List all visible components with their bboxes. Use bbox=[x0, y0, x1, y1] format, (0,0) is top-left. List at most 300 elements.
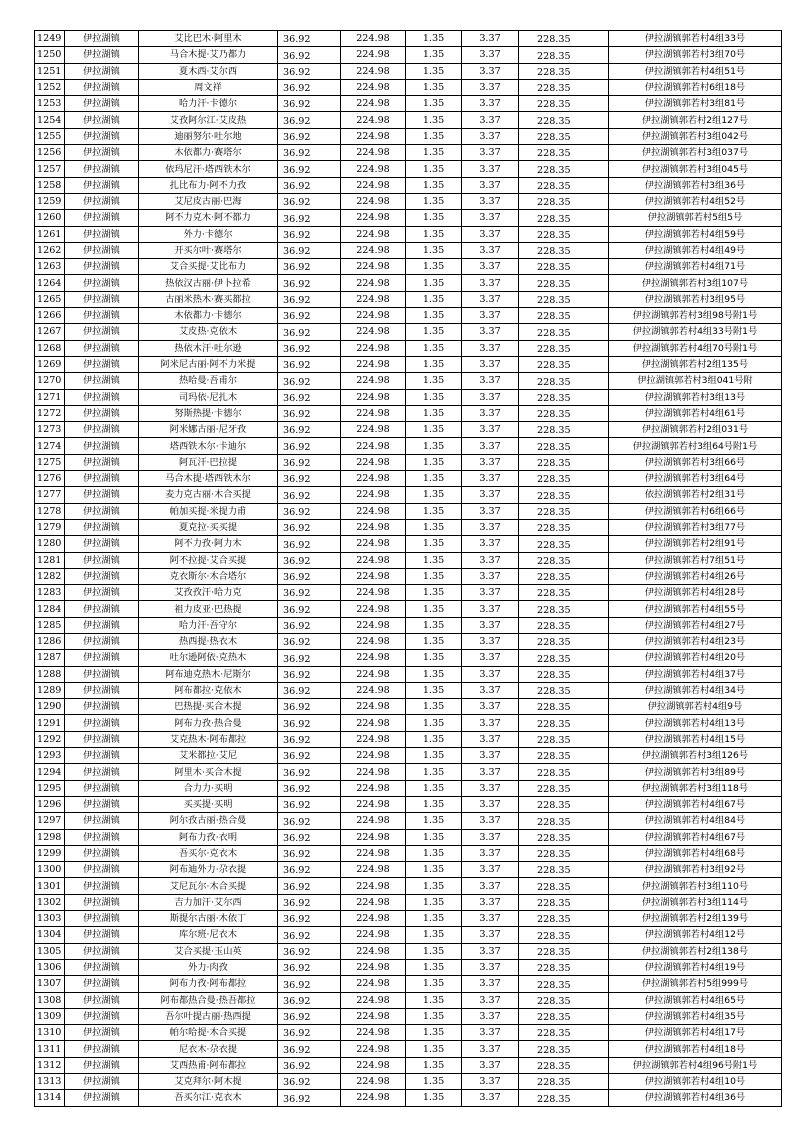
name-cell: 吐尔逊阿依·克热木 bbox=[139, 650, 278, 666]
town-cell: 伊拉湖镇 bbox=[65, 356, 139, 372]
name-cell: 库尔班·尼衣木 bbox=[139, 927, 278, 943]
address-cell: 伊拉湖镇郭若村4组27号 bbox=[609, 617, 782, 633]
address-cell: 伊拉湖镇郭若村4组26号 bbox=[609, 568, 782, 584]
value-cell-3: 1.35 bbox=[406, 715, 462, 731]
town-cell: 伊拉湖镇 bbox=[65, 1057, 139, 1073]
value-cell-1: 36.92 bbox=[278, 161, 341, 177]
row-number: 1308 bbox=[35, 992, 65, 1008]
value-cell-3: 1.35 bbox=[406, 601, 462, 617]
address-cell: 伊拉湖镇郭若村3组64号附1号 bbox=[609, 438, 782, 454]
value-cell-3: 1.35 bbox=[406, 454, 462, 470]
value-cell-3: 1.35 bbox=[406, 79, 462, 95]
value-cell-2: 224.98 bbox=[341, 128, 406, 144]
value-cell-4: 3.37 bbox=[462, 911, 519, 927]
value-cell-5: 228.35 bbox=[519, 617, 609, 633]
address-cell: 伊拉湖镇郭若村4组70号附1号 bbox=[609, 340, 782, 356]
name-cell: 艾克拜尔·阿木提 bbox=[139, 1074, 278, 1090]
value-cell-2: 224.98 bbox=[341, 682, 406, 698]
name-cell: 阿不拉提·艾合买提 bbox=[139, 552, 278, 568]
row-number: 1276 bbox=[35, 471, 65, 487]
table-row bbox=[35, 389, 782, 405]
table-row bbox=[35, 454, 782, 470]
address-cell: 伊拉湖镇郭若村4组15号 bbox=[609, 731, 782, 747]
address-cell: 伊拉湖镇郭若村4组68号 bbox=[609, 845, 782, 861]
value-cell-1: 36.92 bbox=[278, 356, 341, 372]
town-cell: 伊拉湖镇 bbox=[65, 796, 139, 812]
address-cell: 伊拉湖镇郭若村3组045号 bbox=[609, 161, 782, 177]
row-number: 1283 bbox=[35, 585, 65, 601]
table-row bbox=[35, 96, 782, 112]
value-cell-3: 1.35 bbox=[406, 845, 462, 861]
address-cell: 伊拉湖镇郭若村3组126号 bbox=[609, 748, 782, 764]
value-cell-1: 36.92 bbox=[278, 1025, 341, 1041]
address-cell: 伊拉湖镇郭若村4组59号 bbox=[609, 226, 782, 242]
value-cell-3: 1.35 bbox=[406, 699, 462, 715]
value-cell-1: 36.92 bbox=[278, 259, 341, 275]
address-cell: 伊拉湖镇郭若村4组10号 bbox=[609, 1074, 782, 1090]
table-row bbox=[35, 112, 782, 128]
table-row bbox=[35, 210, 782, 226]
table-row bbox=[35, 568, 782, 584]
town-cell: 伊拉湖镇 bbox=[65, 405, 139, 421]
table-row bbox=[35, 1025, 782, 1041]
value-cell-5: 228.35 bbox=[519, 259, 609, 275]
name-cell: 迪丽努尔·吐尔地 bbox=[139, 128, 278, 144]
row-number: 1254 bbox=[35, 112, 65, 128]
address-cell: 伊拉湖镇郭若村3组64号 bbox=[609, 471, 782, 487]
town-cell: 伊拉湖镇 bbox=[65, 666, 139, 682]
row-number: 1271 bbox=[35, 389, 65, 405]
value-cell-3: 1.35 bbox=[406, 894, 462, 910]
value-cell-3: 1.35 bbox=[406, 927, 462, 943]
value-cell-2: 224.98 bbox=[341, 666, 406, 682]
value-cell-2: 224.98 bbox=[341, 585, 406, 601]
address-cell: 伊拉湖镇郭若村3组36号 bbox=[609, 177, 782, 193]
value-cell-4: 3.37 bbox=[462, 96, 519, 112]
value-cell-4: 3.37 bbox=[462, 128, 519, 144]
value-cell-1: 36.92 bbox=[278, 633, 341, 649]
town-cell: 伊拉湖镇 bbox=[65, 96, 139, 112]
value-cell-4: 3.37 bbox=[462, 226, 519, 242]
value-cell-5: 228.35 bbox=[519, 764, 609, 780]
town-cell: 伊拉湖镇 bbox=[65, 862, 139, 878]
address-cell: 伊拉湖镇郭若村5组5号 bbox=[609, 210, 782, 226]
value-cell-1: 36.92 bbox=[278, 796, 341, 812]
address-cell: 伊拉湖镇郭若村4组33号 bbox=[609, 31, 782, 47]
town-cell: 伊拉湖镇 bbox=[65, 943, 139, 959]
value-cell-5: 228.35 bbox=[519, 519, 609, 535]
value-cell-1: 36.92 bbox=[278, 471, 341, 487]
name-cell: 热依木汗·吐尔逊 bbox=[139, 340, 278, 356]
value-cell-2: 224.98 bbox=[341, 112, 406, 128]
address-cell: 伊拉湖镇郭若村3组037号 bbox=[609, 145, 782, 161]
table-row bbox=[35, 764, 782, 780]
value-cell-1: 36.92 bbox=[278, 291, 341, 307]
value-cell-4: 3.37 bbox=[462, 764, 519, 780]
value-cell-1: 36.92 bbox=[278, 519, 341, 535]
value-cell-4: 3.37 bbox=[462, 438, 519, 454]
address-cell: 伊拉湖镇郭若村7组51号 bbox=[609, 552, 782, 568]
value-cell-5: 228.35 bbox=[519, 862, 609, 878]
value-cell-3: 1.35 bbox=[406, 764, 462, 780]
table-row bbox=[35, 242, 782, 258]
row-number: 1268 bbox=[35, 340, 65, 356]
value-cell-3: 1.35 bbox=[406, 177, 462, 193]
table-row bbox=[35, 552, 782, 568]
value-cell-2: 224.98 bbox=[341, 845, 406, 861]
value-cell-3: 1.35 bbox=[406, 145, 462, 161]
table-row bbox=[35, 177, 782, 193]
town-cell: 伊拉湖镇 bbox=[65, 324, 139, 340]
value-cell-3: 1.35 bbox=[406, 1025, 462, 1041]
town-cell: 伊拉湖镇 bbox=[65, 389, 139, 405]
town-cell: 伊拉湖镇 bbox=[65, 487, 139, 503]
value-cell-2: 224.98 bbox=[341, 63, 406, 79]
value-cell-3: 1.35 bbox=[406, 242, 462, 258]
address-cell: 伊拉湖镇郭若村3组89号 bbox=[609, 764, 782, 780]
table-row bbox=[35, 1074, 782, 1090]
value-cell-2: 224.98 bbox=[341, 373, 406, 389]
table-row bbox=[35, 601, 782, 617]
value-cell-4: 3.37 bbox=[462, 519, 519, 535]
value-cell-3: 1.35 bbox=[406, 780, 462, 796]
name-cell: 周文祥 bbox=[139, 79, 278, 95]
value-cell-1: 36.92 bbox=[278, 617, 341, 633]
value-cell-4: 3.37 bbox=[462, 193, 519, 209]
value-cell-2: 224.98 bbox=[341, 943, 406, 959]
value-cell-5: 228.35 bbox=[519, 633, 609, 649]
value-cell-5: 228.35 bbox=[519, 568, 609, 584]
value-cell-5: 228.35 bbox=[519, 992, 609, 1008]
value-cell-5: 228.35 bbox=[519, 291, 609, 307]
value-cell-3: 1.35 bbox=[406, 63, 462, 79]
value-cell-4: 3.37 bbox=[462, 715, 519, 731]
value-cell-1: 36.92 bbox=[278, 601, 341, 617]
value-cell-5: 228.35 bbox=[519, 275, 609, 291]
value-cell-1: 36.92 bbox=[278, 47, 341, 63]
table-row bbox=[35, 748, 782, 764]
town-cell: 伊拉湖镇 bbox=[65, 340, 139, 356]
name-cell: 热哈曼·吾甫尔 bbox=[139, 373, 278, 389]
table-row bbox=[35, 780, 782, 796]
value-cell-5: 228.35 bbox=[519, 780, 609, 796]
value-cell-5: 228.35 bbox=[519, 715, 609, 731]
value-cell-4: 3.37 bbox=[462, 813, 519, 829]
town-cell: 伊拉湖镇 bbox=[65, 715, 139, 731]
value-cell-3: 1.35 bbox=[406, 1041, 462, 1057]
value-cell-1: 36.92 bbox=[278, 63, 341, 79]
table-row bbox=[35, 128, 782, 144]
value-cell-3: 1.35 bbox=[406, 731, 462, 747]
address-cell: 伊拉湖镇郭若村6组18号 bbox=[609, 79, 782, 95]
town-cell: 伊拉湖镇 bbox=[65, 894, 139, 910]
row-number: 1252 bbox=[35, 79, 65, 95]
row-number: 1257 bbox=[35, 161, 65, 177]
name-cell: 吾尔叶提古丽·热西提 bbox=[139, 1008, 278, 1024]
value-cell-3: 1.35 bbox=[406, 1090, 462, 1106]
value-cell-5: 228.35 bbox=[519, 943, 609, 959]
name-cell: 艾孜孜汗·哈力克 bbox=[139, 585, 278, 601]
value-cell-4: 3.37 bbox=[462, 422, 519, 438]
town-cell: 伊拉湖镇 bbox=[65, 1041, 139, 1057]
town-cell: 伊拉湖镇 bbox=[65, 878, 139, 894]
address-cell: 伊拉湖镇郭若村4组37号 bbox=[609, 666, 782, 682]
value-cell-5: 228.35 bbox=[519, 471, 609, 487]
row-number: 1296 bbox=[35, 796, 65, 812]
value-cell-4: 3.37 bbox=[462, 1041, 519, 1057]
value-cell-4: 3.37 bbox=[462, 1090, 519, 1106]
name-cell: 艾西热甫·阿布都拉 bbox=[139, 1057, 278, 1073]
value-cell-2: 224.98 bbox=[341, 1057, 406, 1073]
address-cell: 伊拉湖镇郭若村4组35号 bbox=[609, 1008, 782, 1024]
name-cell: 夏木西·艾尔西 bbox=[139, 63, 278, 79]
row-number: 1275 bbox=[35, 454, 65, 470]
table-row bbox=[35, 373, 782, 389]
name-cell: 麦力克古丽·木合买提 bbox=[139, 487, 278, 503]
value-cell-4: 3.37 bbox=[462, 177, 519, 193]
row-number: 1300 bbox=[35, 862, 65, 878]
row-number: 1262 bbox=[35, 242, 65, 258]
row-number: 1309 bbox=[35, 1008, 65, 1024]
town-cell: 伊拉湖镇 bbox=[65, 275, 139, 291]
value-cell-1: 36.92 bbox=[278, 536, 341, 552]
row-number: 1299 bbox=[35, 845, 65, 861]
name-cell: 塔西铁木尔·卡迪尔 bbox=[139, 438, 278, 454]
value-cell-1: 36.92 bbox=[278, 405, 341, 421]
row-number: 1281 bbox=[35, 552, 65, 568]
value-cell-4: 3.37 bbox=[462, 601, 519, 617]
row-number: 1302 bbox=[35, 894, 65, 910]
address-cell: 伊拉湖镇郭若村3组92号 bbox=[609, 862, 782, 878]
subsidy-table bbox=[34, 30, 782, 1107]
value-cell-2: 224.98 bbox=[341, 796, 406, 812]
table-row bbox=[35, 519, 782, 535]
value-cell-1: 36.92 bbox=[278, 682, 341, 698]
value-cell-2: 224.98 bbox=[341, 454, 406, 470]
value-cell-1: 36.92 bbox=[278, 96, 341, 112]
address-cell: 伊拉湖镇郭若村4组18号 bbox=[609, 1041, 782, 1057]
table-row bbox=[35, 682, 782, 698]
value-cell-5: 228.35 bbox=[519, 356, 609, 372]
address-cell: 伊拉湖镇郭若村6组66号 bbox=[609, 503, 782, 519]
address-cell: 伊拉湖镇郭若村2组135号 bbox=[609, 356, 782, 372]
value-cell-2: 224.98 bbox=[341, 1025, 406, 1041]
name-cell: 阿米尼古丽·阿不力米提 bbox=[139, 356, 278, 372]
row-number: 1250 bbox=[35, 47, 65, 63]
table-row bbox=[35, 1041, 782, 1057]
value-cell-3: 1.35 bbox=[406, 487, 462, 503]
row-number: 1270 bbox=[35, 373, 65, 389]
value-cell-1: 36.92 bbox=[278, 1057, 341, 1073]
table-row bbox=[35, 1008, 782, 1024]
name-cell: 马合木提·艾乃都力 bbox=[139, 47, 278, 63]
town-cell: 伊拉湖镇 bbox=[65, 1074, 139, 1090]
table-row bbox=[35, 226, 782, 242]
value-cell-3: 1.35 bbox=[406, 471, 462, 487]
row-number: 1293 bbox=[35, 748, 65, 764]
value-cell-4: 3.37 bbox=[462, 633, 519, 649]
value-cell-5: 228.35 bbox=[519, 31, 609, 47]
value-cell-2: 224.98 bbox=[341, 715, 406, 731]
value-cell-5: 228.35 bbox=[519, 177, 609, 193]
value-cell-4: 3.37 bbox=[462, 617, 519, 633]
value-cell-1: 36.92 bbox=[278, 422, 341, 438]
table-row bbox=[35, 536, 782, 552]
value-cell-5: 228.35 bbox=[519, 373, 609, 389]
table-row bbox=[35, 356, 782, 372]
value-cell-4: 3.37 bbox=[462, 308, 519, 324]
value-cell-4: 3.37 bbox=[462, 471, 519, 487]
address-cell: 伊拉湖镇郭若村4组51号 bbox=[609, 63, 782, 79]
table-row bbox=[35, 878, 782, 894]
value-cell-4: 3.37 bbox=[462, 1008, 519, 1024]
row-number: 1267 bbox=[35, 324, 65, 340]
value-cell-1: 36.92 bbox=[278, 373, 341, 389]
value-cell-4: 3.37 bbox=[462, 927, 519, 943]
name-cell: 木依都力·卡德尔 bbox=[139, 308, 278, 324]
value-cell-4: 3.37 bbox=[462, 699, 519, 715]
row-number: 1260 bbox=[35, 210, 65, 226]
value-cell-1: 36.92 bbox=[278, 487, 341, 503]
value-cell-1: 36.92 bbox=[278, 878, 341, 894]
value-cell-3: 1.35 bbox=[406, 1057, 462, 1073]
town-cell: 伊拉湖镇 bbox=[65, 699, 139, 715]
address-cell: 伊拉湖镇郭若村4组96号附1号 bbox=[609, 1057, 782, 1073]
value-cell-5: 228.35 bbox=[519, 487, 609, 503]
town-cell: 伊拉湖镇 bbox=[65, 976, 139, 992]
value-cell-1: 36.92 bbox=[278, 389, 341, 405]
name-cell: 努斯热提·卡德尔 bbox=[139, 405, 278, 421]
value-cell-3: 1.35 bbox=[406, 389, 462, 405]
value-cell-3: 1.35 bbox=[406, 878, 462, 894]
row-number: 1259 bbox=[35, 193, 65, 209]
name-cell: 阿布力孜·阿布都拉 bbox=[139, 976, 278, 992]
name-cell: 艾皮热·克依木 bbox=[139, 324, 278, 340]
value-cell-2: 224.98 bbox=[341, 79, 406, 95]
name-cell: 阿尔孜古丽·热合曼 bbox=[139, 813, 278, 829]
value-cell-5: 228.35 bbox=[519, 340, 609, 356]
town-cell: 伊拉湖镇 bbox=[65, 601, 139, 617]
value-cell-2: 224.98 bbox=[341, 633, 406, 649]
row-number: 1307 bbox=[35, 976, 65, 992]
value-cell-2: 224.98 bbox=[341, 927, 406, 943]
value-cell-2: 224.98 bbox=[341, 210, 406, 226]
value-cell-1: 36.92 bbox=[278, 112, 341, 128]
row-number: 1294 bbox=[35, 764, 65, 780]
value-cell-2: 224.98 bbox=[341, 275, 406, 291]
row-number: 1306 bbox=[35, 959, 65, 975]
name-cell: 木依都力·赛塔尔 bbox=[139, 145, 278, 161]
value-cell-1: 36.92 bbox=[278, 145, 341, 161]
name-cell: 依玛尼汗·塔西铁木尔 bbox=[139, 161, 278, 177]
value-cell-5: 228.35 bbox=[519, 1025, 609, 1041]
table-row bbox=[35, 796, 782, 812]
value-cell-5: 228.35 bbox=[519, 731, 609, 747]
value-cell-2: 224.98 bbox=[341, 324, 406, 340]
name-cell: 吾买尔·克衣木 bbox=[139, 845, 278, 861]
row-number: 1314 bbox=[35, 1090, 65, 1106]
value-cell-4: 3.37 bbox=[462, 63, 519, 79]
value-cell-2: 224.98 bbox=[341, 226, 406, 242]
value-cell-1: 36.92 bbox=[278, 177, 341, 193]
value-cell-4: 3.37 bbox=[462, 373, 519, 389]
value-cell-5: 228.35 bbox=[519, 682, 609, 698]
name-cell: 阿里木·买合木提 bbox=[139, 764, 278, 780]
table-row bbox=[35, 291, 782, 307]
value-cell-3: 1.35 bbox=[406, 682, 462, 698]
value-cell-5: 228.35 bbox=[519, 959, 609, 975]
name-cell: 阿布都拉·克依木 bbox=[139, 682, 278, 698]
town-cell: 伊拉湖镇 bbox=[65, 764, 139, 780]
row-number: 1295 bbox=[35, 780, 65, 796]
name-cell: 帕加买提·米提力甫 bbox=[139, 503, 278, 519]
value-cell-1: 36.92 bbox=[278, 748, 341, 764]
value-cell-2: 224.98 bbox=[341, 1090, 406, 1106]
name-cell: 哈力汗·吾守尔 bbox=[139, 617, 278, 633]
name-cell: 阿布力孜·衣明 bbox=[139, 829, 278, 845]
table-row bbox=[35, 340, 782, 356]
value-cell-2: 224.98 bbox=[341, 1041, 406, 1057]
name-cell: 阿瓦汗·巴拉提 bbox=[139, 454, 278, 470]
name-cell: 热依汉古丽·伊卜拉希 bbox=[139, 275, 278, 291]
town-cell: 伊拉湖镇 bbox=[65, 845, 139, 861]
value-cell-1: 36.92 bbox=[278, 992, 341, 1008]
table-row bbox=[35, 650, 782, 666]
address-cell: 伊拉湖镇郭若村4组52号 bbox=[609, 193, 782, 209]
value-cell-5: 228.35 bbox=[519, 1008, 609, 1024]
value-cell-1: 36.92 bbox=[278, 1008, 341, 1024]
address-cell: 伊拉湖镇郭若村4组34号 bbox=[609, 682, 782, 698]
value-cell-5: 228.35 bbox=[519, 454, 609, 470]
value-cell-2: 224.98 bbox=[341, 894, 406, 910]
value-cell-5: 228.35 bbox=[519, 1074, 609, 1090]
value-cell-4: 3.37 bbox=[462, 976, 519, 992]
value-cell-2: 224.98 bbox=[341, 601, 406, 617]
address-cell: 伊拉湖镇郭若村3组041号附 bbox=[609, 373, 782, 389]
row-number: 1266 bbox=[35, 308, 65, 324]
table-row bbox=[35, 617, 782, 633]
row-number: 1274 bbox=[35, 438, 65, 454]
row-number: 1258 bbox=[35, 177, 65, 193]
value-cell-4: 3.37 bbox=[462, 291, 519, 307]
town-cell: 伊拉湖镇 bbox=[65, 650, 139, 666]
value-cell-3: 1.35 bbox=[406, 47, 462, 63]
table-row bbox=[35, 503, 782, 519]
town-cell: 伊拉湖镇 bbox=[65, 454, 139, 470]
address-cell: 伊拉湖镇郭若村3组81号 bbox=[609, 96, 782, 112]
town-cell: 伊拉湖镇 bbox=[65, 503, 139, 519]
value-cell-2: 224.98 bbox=[341, 650, 406, 666]
town-cell: 伊拉湖镇 bbox=[65, 226, 139, 242]
value-cell-3: 1.35 bbox=[406, 519, 462, 535]
value-cell-2: 224.98 bbox=[341, 1008, 406, 1024]
address-cell: 伊拉湖镇郭若村3组042号 bbox=[609, 128, 782, 144]
value-cell-2: 224.98 bbox=[341, 552, 406, 568]
value-cell-3: 1.35 bbox=[406, 796, 462, 812]
value-cell-5: 228.35 bbox=[519, 976, 609, 992]
name-cell: 合力力·买明 bbox=[139, 780, 278, 796]
value-cell-5: 228.35 bbox=[519, 699, 609, 715]
town-cell: 伊拉湖镇 bbox=[65, 373, 139, 389]
town-cell: 伊拉湖镇 bbox=[65, 1008, 139, 1024]
name-cell: 阿布迪外力·尕衣提 bbox=[139, 862, 278, 878]
town-cell: 伊拉湖镇 bbox=[65, 1025, 139, 1041]
town-cell: 伊拉湖镇 bbox=[65, 79, 139, 95]
table-row bbox=[35, 959, 782, 975]
value-cell-2: 224.98 bbox=[341, 536, 406, 552]
value-cell-3: 1.35 bbox=[406, 813, 462, 829]
value-cell-3: 1.35 bbox=[406, 226, 462, 242]
